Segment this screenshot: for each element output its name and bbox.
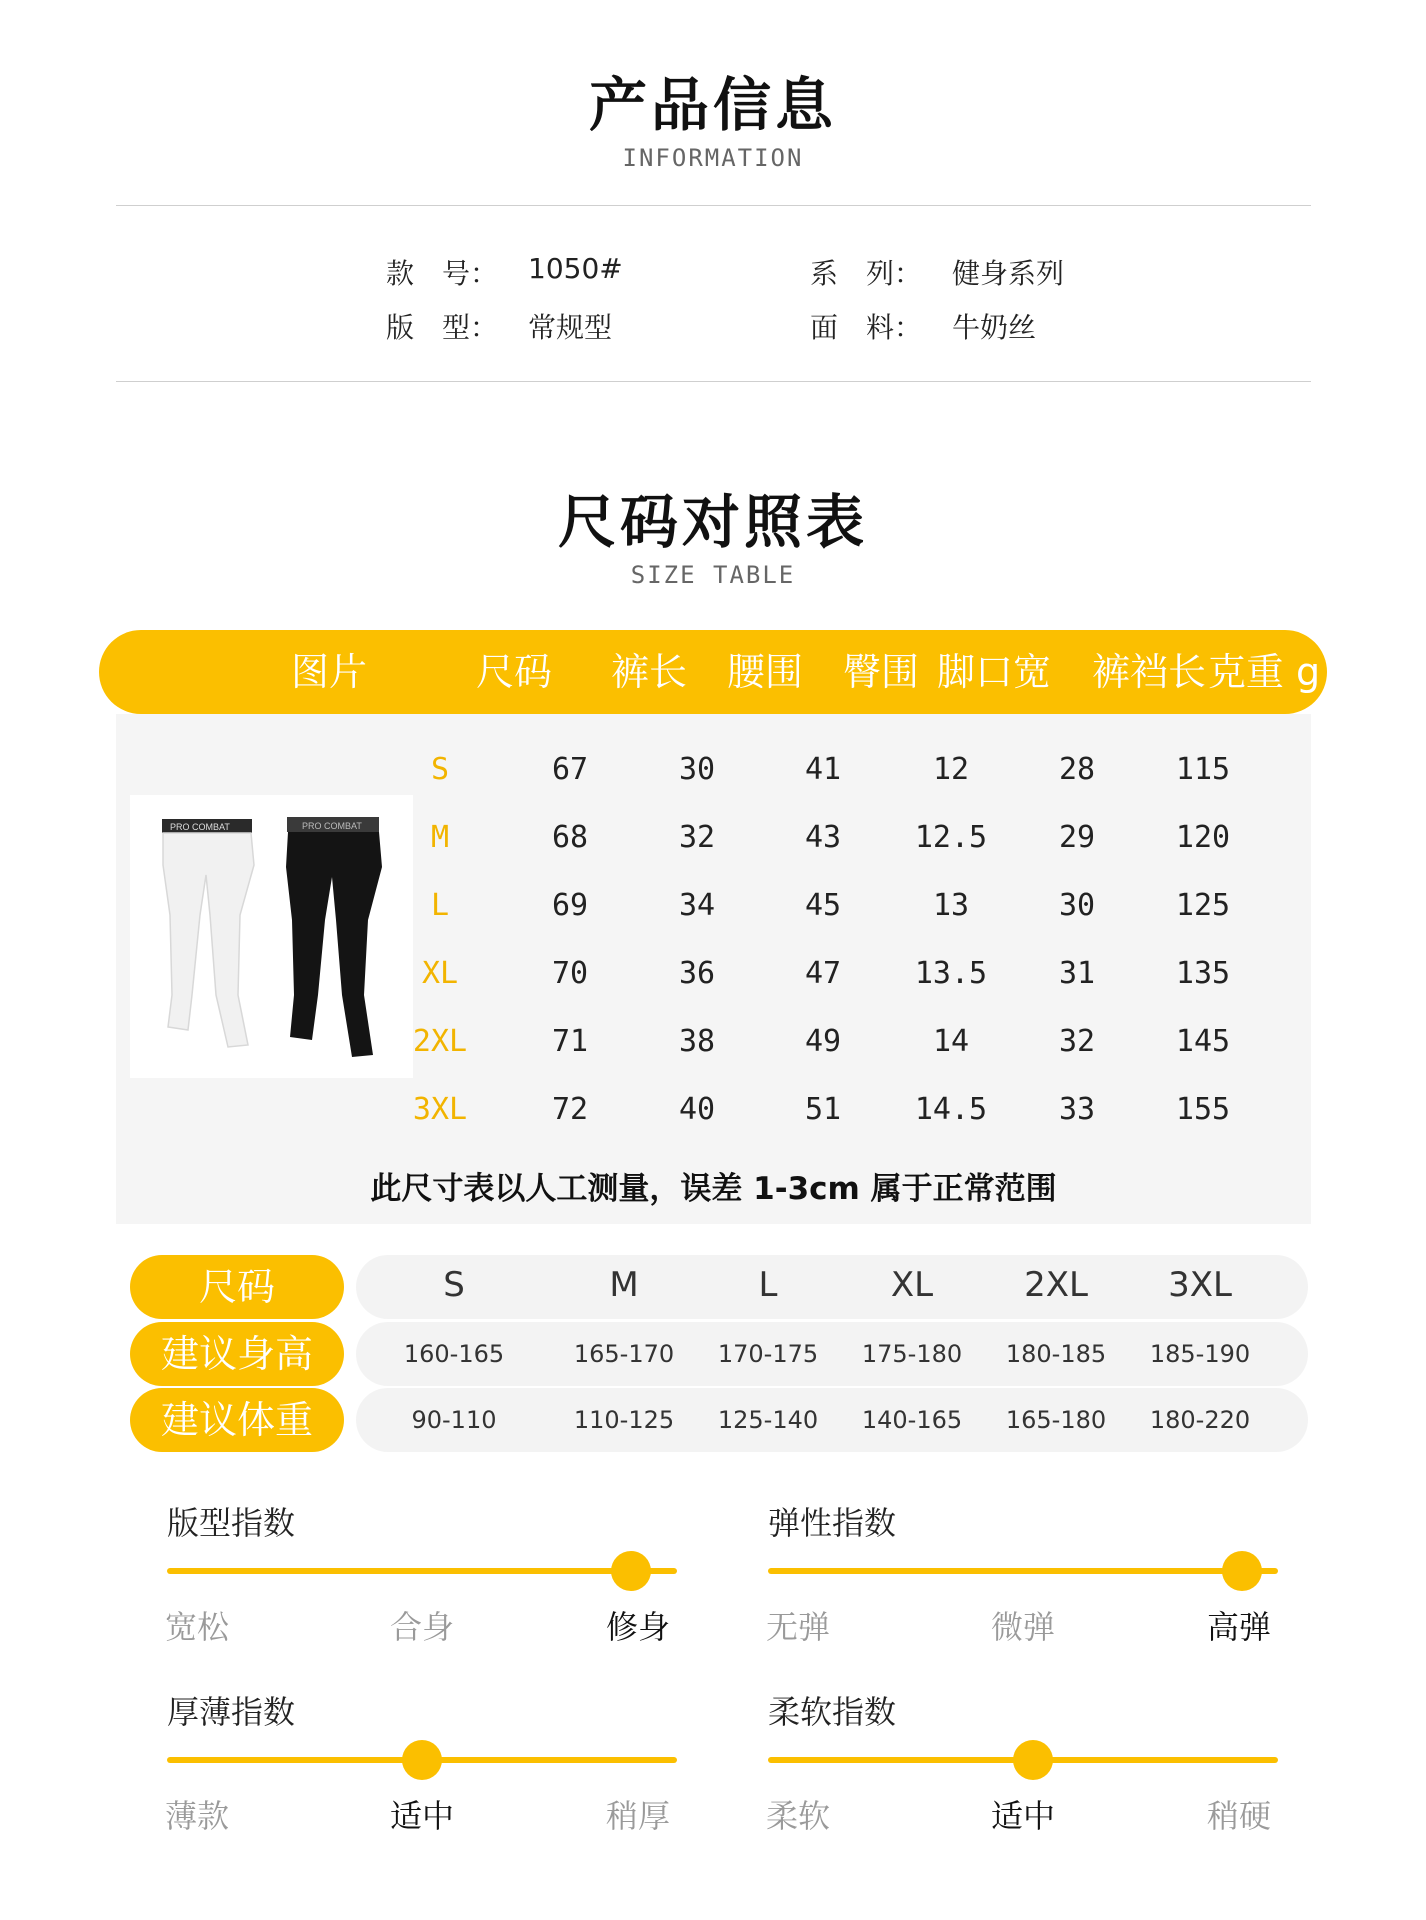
index-label: 薄款 — [164, 1797, 229, 1835]
table-cell: 14.5 — [914, 1092, 988, 1127]
size-label-cell: 3XL — [412, 1092, 468, 1127]
product-image — [130, 795, 413, 1078]
index-label: 柔软 — [765, 1797, 830, 1835]
rec-height-cell: 180-185 — [1005, 1340, 1107, 1368]
table-cell: 47 — [804, 956, 842, 991]
leggings-illustration — [130, 795, 413, 1078]
table-cell: 29 — [1058, 820, 1096, 855]
table-cell: 68 — [551, 820, 589, 855]
index-label: 无弹 — [765, 1608, 830, 1646]
table-cell: 30 — [678, 752, 716, 787]
header-picture: 图片 — [290, 650, 367, 694]
table-cell: 70 — [551, 956, 589, 991]
field-label-fabric: 面 料： — [810, 311, 923, 344]
table-cell: 34 — [678, 888, 716, 923]
index-label: 适中 — [990, 1797, 1055, 1835]
field-label-series: 系 列： — [810, 257, 923, 290]
index-track — [167, 1568, 677, 1574]
rec-height-cell: 185-190 — [1149, 1340, 1251, 1368]
size-subtitle: SIZE TABLE — [630, 561, 796, 589]
index-label: 微弹 — [990, 1608, 1055, 1646]
rec-height-cell: 175-180 — [861, 1340, 963, 1368]
rec-size-cell: L — [758, 1265, 778, 1305]
index-label: 稍硬 — [1206, 1797, 1271, 1835]
index-knob — [402, 1740, 442, 1780]
rec-size-cell: 3XL — [1168, 1265, 1232, 1305]
index-track — [768, 1568, 1278, 1574]
logo-text-black-pants: PRO COMBAT — [302, 821, 362, 831]
index-label: 合身 — [389, 1608, 454, 1646]
table-cell: 155 — [1175, 1092, 1231, 1127]
table-cell: 135 — [1175, 956, 1231, 991]
field-value-fabric: 牛奶丝 — [952, 311, 1037, 344]
size-label-cell: S — [430, 752, 450, 787]
measurement-note: 此尺寸表以人工测量，误差 1-3cm 属于正常范围 — [370, 1171, 1057, 1207]
table-cell: 120 — [1175, 820, 1231, 855]
index-title: 版型指数 — [167, 1504, 296, 1542]
rec-size-cell: M — [609, 1265, 639, 1305]
table-cell: 12 — [932, 752, 970, 787]
table-cell: 14 — [932, 1024, 970, 1059]
index-knob — [1013, 1740, 1053, 1780]
index-title: 弹性指数 — [768, 1504, 897, 1542]
index-title: 柔软指数 — [768, 1693, 897, 1731]
info-subtitle: INFORMATION — [622, 144, 804, 172]
table-cell: 71 — [551, 1024, 589, 1059]
table-cell: 36 — [678, 956, 716, 991]
table-cell: 32 — [1058, 1024, 1096, 1059]
rec-weight-cell: 125-140 — [717, 1406, 819, 1434]
header-length: 裤长 — [610, 650, 687, 694]
rec-weight-cell: 110-125 — [573, 1406, 675, 1434]
rec-size-cell: S — [443, 1265, 465, 1305]
table-cell: 30 — [1058, 888, 1096, 923]
rec-size-cell: XL — [890, 1265, 934, 1305]
index-label: 修身 — [605, 1608, 670, 1646]
table-cell: 115 — [1175, 752, 1231, 787]
pill-size-label: 尺码 — [130, 1255, 344, 1319]
pill-weight-label: 建议体重 — [130, 1388, 344, 1452]
table-cell: 38 — [678, 1024, 716, 1059]
header-weight: 克重 g — [1207, 650, 1321, 694]
table-cell: 13.5 — [914, 956, 988, 991]
table-cell: 31 — [1058, 956, 1096, 991]
table-cell: 43 — [804, 820, 842, 855]
rec-height-cell: 165-170 — [573, 1340, 675, 1368]
table-cell: 145 — [1175, 1024, 1231, 1059]
table-cell: 13 — [932, 888, 970, 923]
field-value-fit: 常规型 — [528, 311, 613, 344]
field-label-fit: 版 型： — [386, 311, 499, 344]
rec-size-cell: 2XL — [1024, 1265, 1088, 1305]
header-hem: 脚口宽 — [936, 650, 1051, 694]
rec-height-cell: 170-175 — [717, 1340, 819, 1368]
divider — [116, 381, 1311, 382]
header-rise: 裤裆长 — [1091, 650, 1206, 694]
rec-height-cell: 160-165 — [403, 1340, 505, 1368]
rec-weight-cell: 180-220 — [1149, 1406, 1251, 1434]
pill-height-label: 建议身高 — [130, 1322, 344, 1386]
table-cell: 45 — [804, 888, 842, 923]
field-label-style-no: 款 号： — [386, 257, 499, 290]
index-title: 厚薄指数 — [167, 1693, 296, 1731]
index-label: 宽松 — [164, 1608, 229, 1646]
field-value-series: 健身系列 — [952, 257, 1065, 290]
table-cell: 33 — [1058, 1092, 1096, 1127]
index-label: 稍厚 — [605, 1797, 670, 1835]
logo-text-white-pants: PRO COMBAT — [170, 822, 230, 832]
table-cell: 32 — [678, 820, 716, 855]
table-cell: 12.5 — [914, 820, 988, 855]
index-knob — [611, 1551, 651, 1591]
size-label-cell: M — [430, 820, 450, 855]
rec-weight-cell: 90-110 — [411, 1406, 497, 1434]
field-value-style-no: 1050# — [528, 252, 623, 285]
size-label-cell: L — [430, 888, 450, 923]
index-label: 高弹 — [1206, 1608, 1271, 1646]
table-cell: 51 — [804, 1092, 842, 1127]
header-hip: 臀围 — [842, 650, 919, 694]
rec-weight-cell: 165-180 — [1005, 1406, 1107, 1434]
size-table-header — [99, 630, 1327, 714]
header-waist: 腰围 — [726, 650, 803, 694]
index-label: 适中 — [389, 1797, 454, 1835]
table-cell: 67 — [551, 752, 589, 787]
table-cell: 72 — [551, 1092, 589, 1127]
table-cell: 41 — [804, 752, 842, 787]
divider — [116, 205, 1311, 206]
info-title: 产品信息 — [588, 71, 837, 139]
table-cell: 69 — [551, 888, 589, 923]
size-label-cell: XL — [421, 956, 459, 991]
table-cell: 40 — [678, 1092, 716, 1127]
table-cell: 49 — [804, 1024, 842, 1059]
table-cell: 28 — [1058, 752, 1096, 787]
table-cell: 125 — [1175, 888, 1231, 923]
index-knob — [1222, 1551, 1262, 1591]
size-title: 尺码对照表 — [557, 488, 868, 556]
rec-weight-cell: 140-165 — [861, 1406, 963, 1434]
size-label-cell: 2XL — [412, 1024, 468, 1059]
header-size: 尺码 — [475, 650, 552, 694]
